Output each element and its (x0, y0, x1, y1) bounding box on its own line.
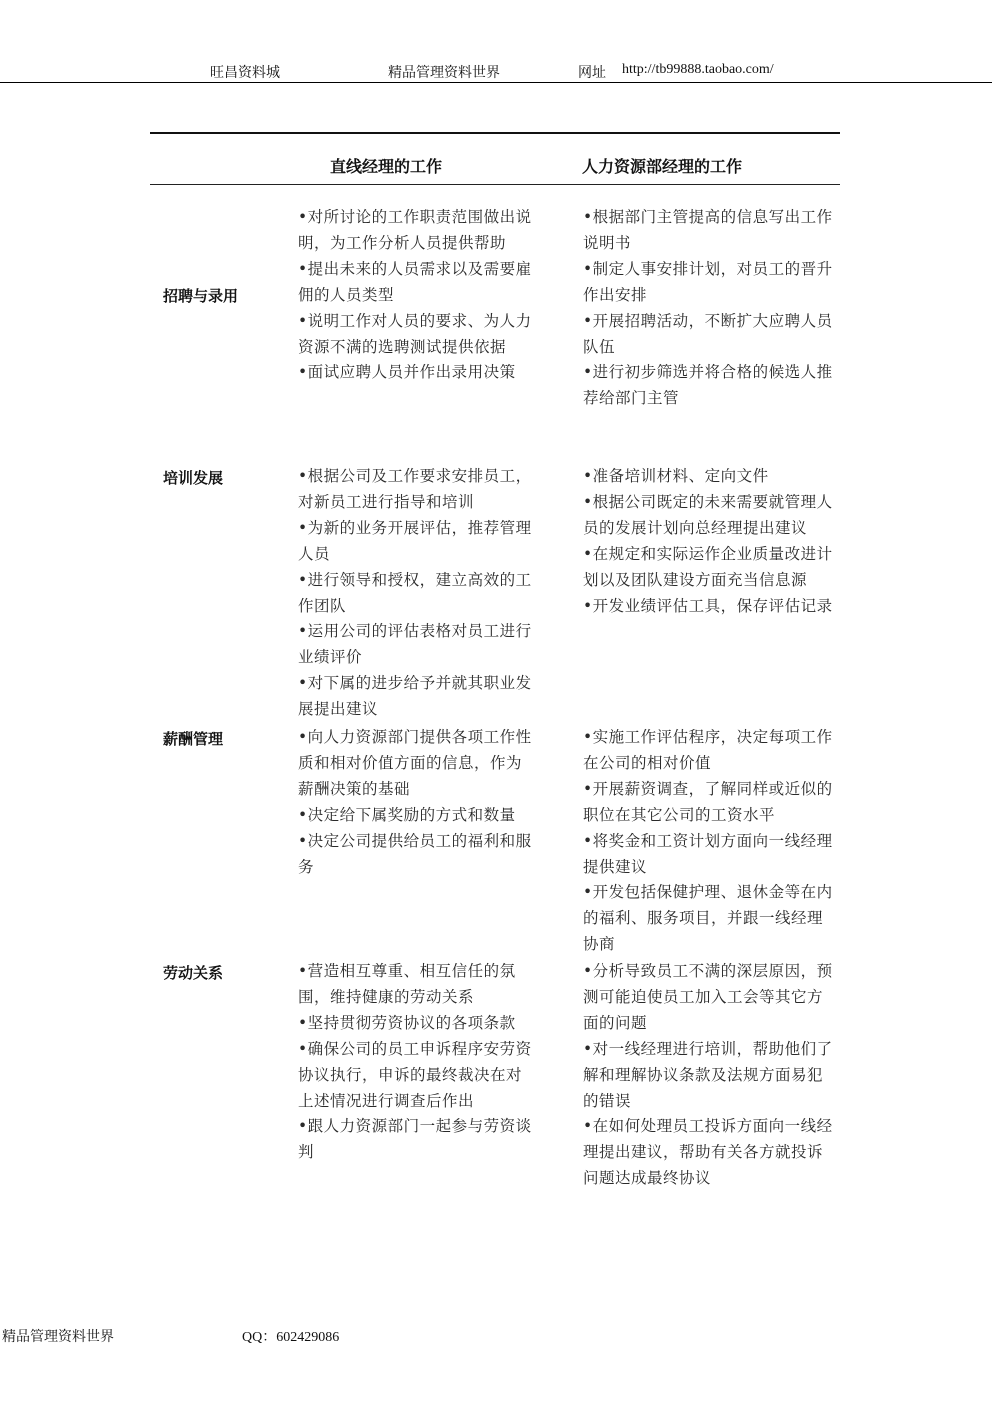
list-item: •对一线经理进行培训，帮助他们了解和理解协议条款及法规方面易犯的错误 (583, 1039, 833, 1110)
header-site-name: 精品管理资料世界 (388, 66, 500, 81)
list-item: •制定人事安排计划，对员工的晋升作出安排 (583, 259, 833, 304)
list-item: •分析导致员工不满的深层原因，预测可能迫使员工加入工会等其它方面的问题 (583, 962, 833, 1032)
hr-manager-cell-recruitment (583, 205, 833, 412)
list-item: •将奖金和工资计划方面向一线经理提供建议 (583, 831, 833, 876)
list-item: •说明工作对人员的要求、为人力资源不满的选聘测试提供依据 (298, 311, 532, 356)
list-item: •对所讨论的工作职责范围做出说明，为工作分析人员提供帮助 (298, 208, 532, 252)
list-item: •实施工作评估程序，决定每项工作在公司的相对价值 (583, 728, 833, 772)
list-item: •对下属的进步给予并就其职业发展提出建议 (298, 674, 532, 719)
section-label-recruitment: 招聘与录用 (163, 287, 239, 305)
list-item: •开展薪资调查，了解同样或近似的职位在其它公司的工资水平 (583, 779, 833, 824)
list-item: •决定给下属奖励的方式和数量 (298, 805, 516, 824)
list-item: •决定公司提供给员工的福利和服务 (298, 831, 532, 876)
section-label-compensation: 薪酬管理 (163, 730, 224, 748)
list-item: •在规定和实际运作企业质量改进计划以及团队建设方面充当信息源 (583, 544, 833, 589)
list-item: •跟人力资源部门一起参与劳资谈判 (298, 1117, 532, 1162)
line-manager-cell-compensation (298, 725, 532, 880)
hr-manager-cell-labor-relations (583, 959, 833, 1192)
section-label-training: 培训发展 (163, 469, 224, 487)
list-item: •进行领导和授权，建立高效的工作团队 (298, 570, 532, 615)
list-item: •开发业绩评估工具，保存评估记录 (583, 596, 833, 615)
line-manager-cell-labor-relations (298, 959, 532, 1166)
line-manager-cell-recruitment (298, 205, 532, 386)
header-url-link[interactable]: http://tb99888.taobao.com/ (622, 62, 774, 77)
page-header (0, 60, 992, 83)
column-header-hr-manager: 人力资源部经理的工作 (582, 157, 743, 176)
list-item: •开展招聘活动，不断扩大应聘人员队伍 (583, 311, 833, 356)
hr-manager-cell-compensation (583, 725, 833, 958)
page-footer (0, 1326, 992, 1346)
section-label-labor-relations: 劳动关系 (163, 964, 224, 982)
list-item: •营造相互尊重、相互信任的氛围，维持健康的劳动关系 (298, 962, 516, 1006)
list-item: •进行初步筛选并将合格的候选人推荐给部门主管 (583, 363, 833, 408)
list-item: •在如何处理员工投诉方面向一线经理提出建议，帮助有关各方就投诉问题达成最终协议 (583, 1117, 833, 1188)
list-item: •提出未来的人员需求以及需要雇佣的人员类型 (298, 259, 532, 304)
table-top-rule (150, 132, 840, 134)
list-item: •根据公司及工作要求安排员工，对新员工进行指导和培训 (298, 467, 532, 511)
list-item: •确保公司的员工申诉程序安劳资协议执行，申诉的最终裁决在对上述情况进行调查后作出 (298, 1039, 532, 1110)
list-item: •面试应聘人员并作出录用决策 (298, 363, 516, 382)
table-header-rule (150, 184, 840, 185)
list-item: •为新的业务开展评估，推荐管理人员 (298, 518, 532, 563)
list-item: •坚持贯彻劳资协议的各项条款 (298, 1013, 516, 1032)
list-item: •准备培训材料、定向文件 (583, 467, 769, 485)
column-header-line-manager: 直线经理的工作 (330, 157, 443, 176)
list-item: •向人力资源部门提供各项工作性质和相对价值方面的信息，作为薪酬决策的基础 (298, 728, 532, 798)
footer-qq: QQ：602429086 (242, 1330, 340, 1345)
header-shop-name: 旺昌资料城 (210, 66, 280, 81)
footer-site-name: 精品管理资料世界 (2, 1330, 114, 1345)
hr-manager-cell-training (583, 464, 833, 619)
list-item: •根据部门主管提高的信息写出工作说明书 (583, 208, 833, 252)
line-manager-cell-training (298, 464, 532, 723)
list-item: •开发包括保健护理、退休金等在内的福利、服务项目，并跟一线经理协商 (583, 883, 833, 954)
header-url-label: 网址 (578, 66, 606, 81)
list-item: •运用公司的评估表格对员工进行业绩评价 (298, 622, 532, 667)
list-item: •根据公司既定的未来需要就管理人员的发展计划向总经理提出建议 (583, 492, 833, 537)
